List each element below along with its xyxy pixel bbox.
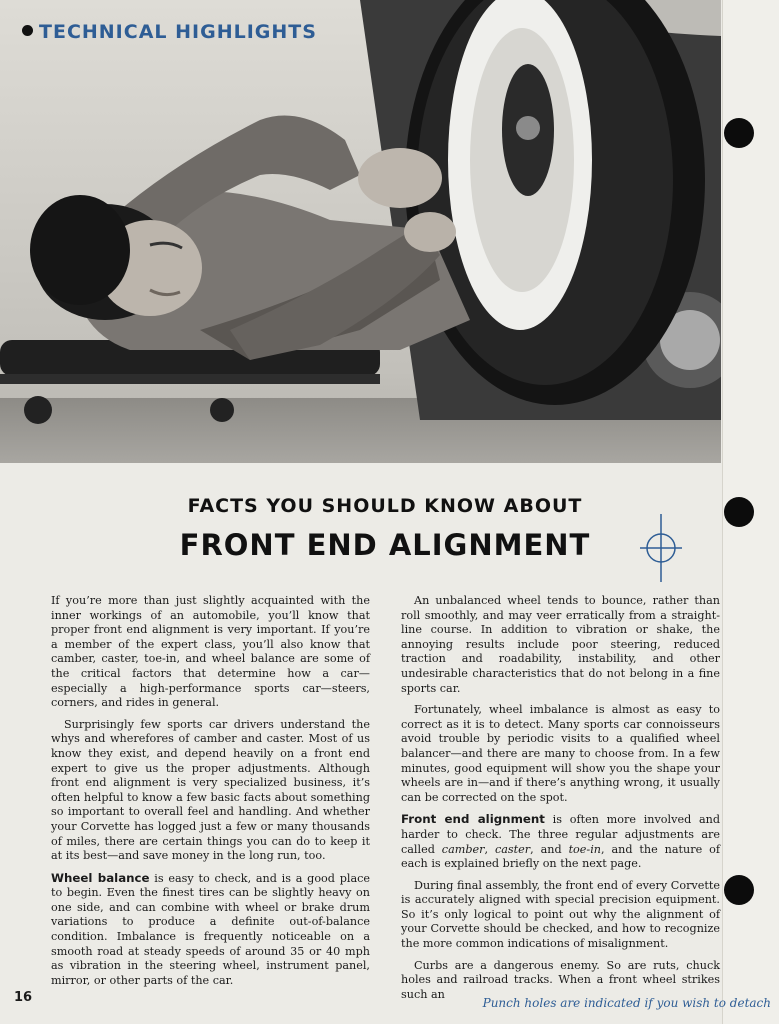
paragraph-text: , — [484, 842, 495, 856]
article-headline: FRONT END ALIGNMENT — [179, 528, 591, 562]
photo-illustration — [0, 0, 721, 463]
punch-hole — [724, 118, 754, 148]
paragraph-text: is easy to check, and is a good place to begin. Even the finest tires can be slightly heavy on one side, and can combine with wheel or brake drum variations to produce a definite out-of-balance condition. Imbalance is frequently noticeable on a smooth road at steady speeds of around 35 or 40 mph as vibration in the steering wheel, instrument panel, mirror, or other parts of the car. — [51, 871, 370, 987]
paragraph-text: , and — [530, 842, 569, 856]
term-camber: camber — [441, 842, 485, 856]
paragraph: Surprisingly few sports car drivers understand the whys and wherefores of camber and caster. Most of us know they exist, and depend heavily on a front end expert to give us the proper adjustments. Although front end alignment is very specialized business, it’s often helpful to know a few basic facts about something so important to overall feel and handling. And whether your Corvette has logged just a few or many thousands of miles, there are certain things you can do to keep it at its best—and save money in the long run, too. — [51, 717, 370, 863]
term-toe-in: toe-in — [568, 842, 601, 856]
mechanic-wheel-photo — [0, 0, 721, 463]
paragraph-text: , and the nature of each is explained briefly on the next page. — [401, 842, 720, 871]
paragraph: Curbs are a dangerous enemy. So are ruts, chuck holes and railroad tracks. When a front wheel strikes such an — [401, 958, 720, 1001]
paragraph — [51, 871, 370, 989]
article-kicker: FACTS YOU SHOULD KNOW ABOUT — [187, 495, 583, 517]
page-number: 16 — [14, 990, 33, 1005]
paragraph-text: is often more involved and harder to check. The three regular adjustments are called — [401, 813, 721, 856]
paragraph-lead: Front end alignment — [401, 812, 545, 827]
punch-hole — [724, 875, 754, 905]
term-caster: caster — [494, 842, 531, 856]
left-column — [51, 594, 370, 995]
crosshair-icon — [640, 514, 682, 582]
paragraph: During final assembly, the front end of every Corvette is accurately aligned with special precision equipment. So it’s only logical to point out why the alignment of your Corvette should be checked, and how to recognize the more common indications of misalignment. — [401, 878, 720, 951]
paragraph-lead: Wheel balance — [51, 870, 150, 885]
detach-note: Punch holes are indicated if you wish to detach — [482, 996, 771, 1010]
section-title-text: TECHNICAL HIGHLIGHTS — [39, 21, 317, 43]
paragraph — [401, 812, 720, 871]
bullet-icon — [22, 25, 33, 36]
paragraph: If you’re more than just slightly acquainted with the inner workings of an automobile, you’ll know that proper front end alignment is very important. If you’re a member of the expert class, you’ll also know that camber, caster, toe-in, and wheel balance are some of the critical factors that determine how a car—especially a high-performance sports car—steers, corners, and rides in general. — [51, 594, 370, 710]
section-title — [22, 21, 317, 43]
paragraph: Fortunately, wheel imbalance is almost as easy to correct as it is to detect. Many sports car connoisseurs avoid trouble by periodic visits to a qualified wheel balancer—and there are many to choose from. In a few minutes, good equipment will show you the shape your wheels are in—and if there’s anything wrong, it usually can be corrected on the spot. — [401, 703, 720, 804]
paragraph: An unbalanced wheel tends to bounce, rather than roll smoothly, and may veer erratically from a straight-line course. In addition to vibration or shake, the annoying results include poor steering, reduced traction and roadability, instability, and other undesirable characteristics that do not belong in a fine sports car. — [401, 594, 720, 695]
right-column — [401, 594, 720, 1009]
